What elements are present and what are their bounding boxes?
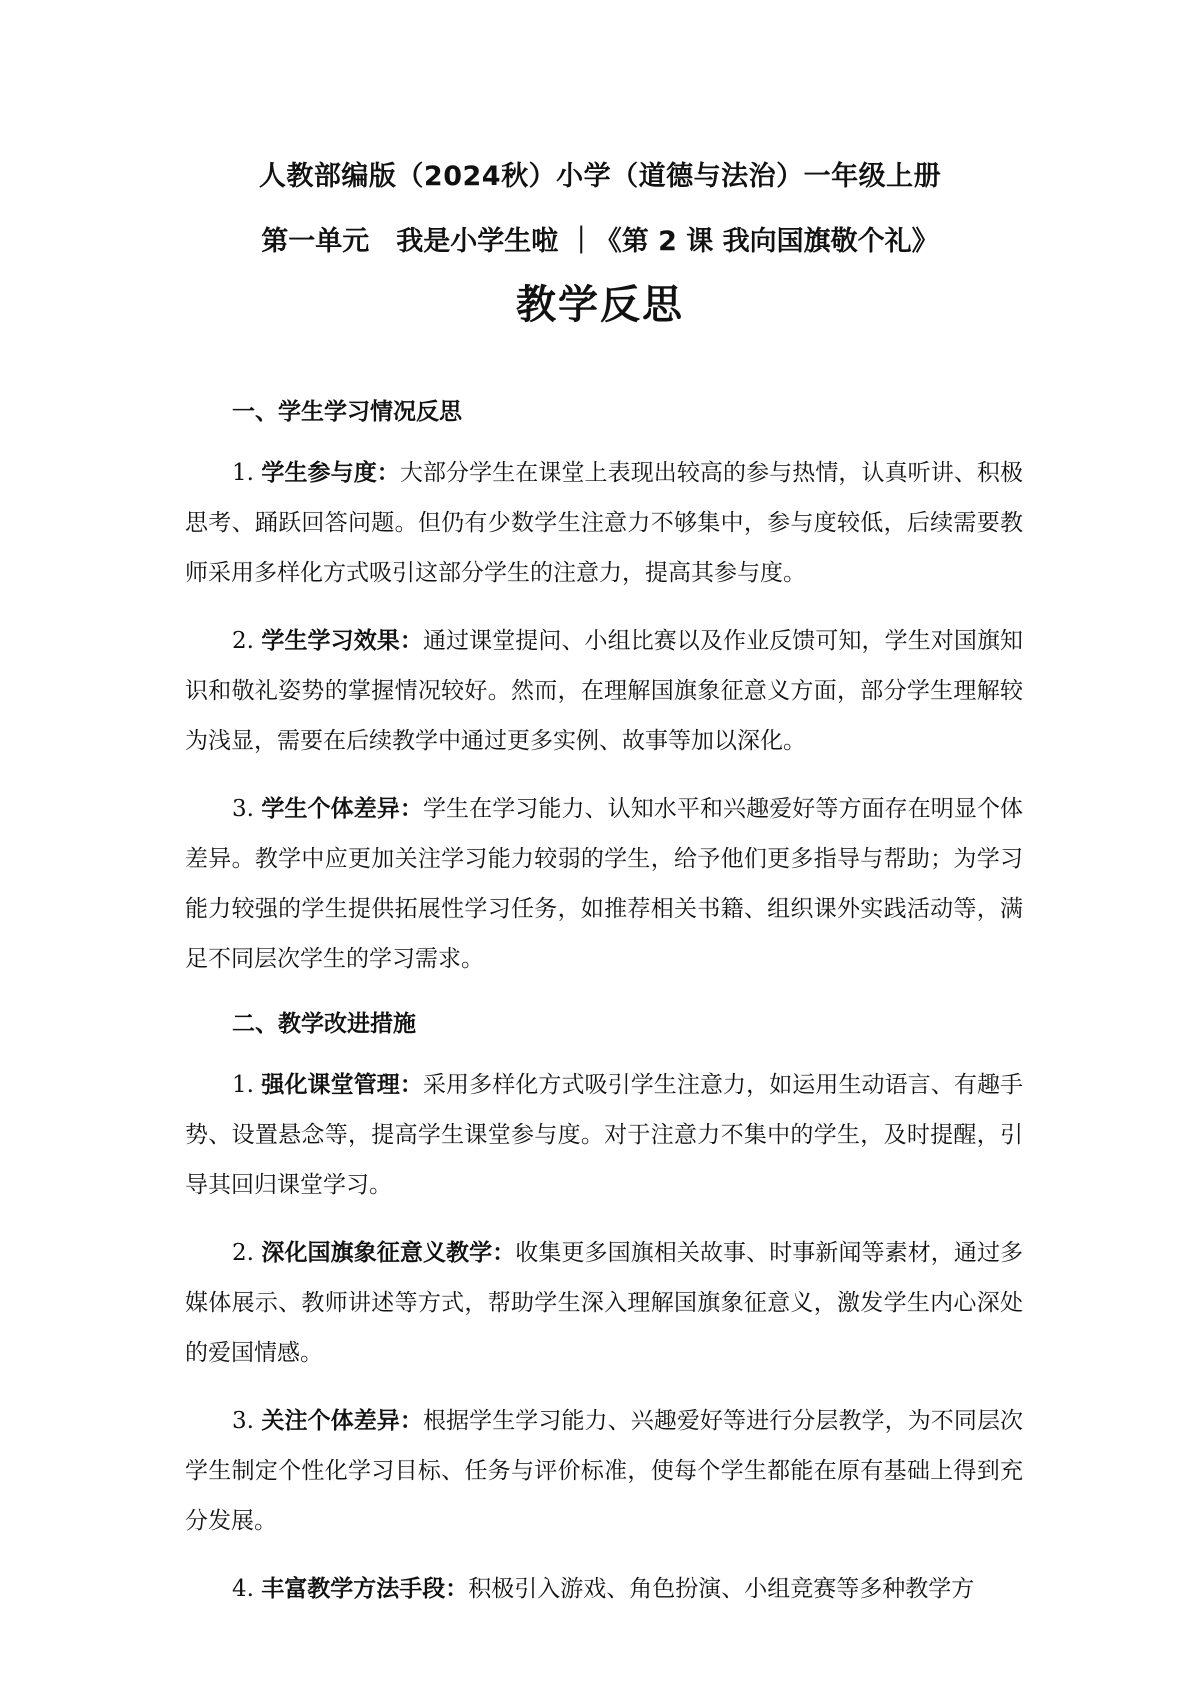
item-lead: 关注个体差异： xyxy=(261,1408,423,1434)
item-number: 1. xyxy=(232,1072,254,1098)
item-lead: 强化课堂管理： xyxy=(261,1072,423,1098)
item-text: 学生在学习能力、认知水平和兴趣爱好等方面存在明显个体差异。教学中应更加关注学习能力较弱的学生，给予他们更多指导与帮助；为学习能力较强的学生提供拓展性学习任务，如推荐相关书籍、组织课外实践活动等，满足不同层次学生的学习需求。 xyxy=(185,796,1024,972)
item-number: 3. xyxy=(232,1408,254,1434)
item-text: 收集更多国旗相关故事、时事新闻等素材，通过多媒体展示、教师讲述等方式，帮助学生深入理解国旗象征意义，激发学生内心深处的爱国情感。 xyxy=(185,1240,1024,1366)
document-body xyxy=(185,390,1023,1614)
section-heading: 二、教学改进措施 xyxy=(232,1011,416,1037)
item-text: 大部分学生在课堂上表现出较高的参与热情，认真听讲、积极思考、踊跃回答问题。但仍有少数学生注意力不够集中，参与度较低，后续需要教师采用多样化方式吸引这部分学生的注意力，提高其参与度。 xyxy=(185,460,1024,586)
section-student-learning xyxy=(185,390,1023,1002)
item-lead: 丰富教学方法手段： xyxy=(261,1576,469,1602)
list-item xyxy=(185,1228,1023,1378)
item-number: 1. xyxy=(232,460,254,486)
list-item xyxy=(185,448,1023,598)
document-title: 教学反思 xyxy=(516,282,684,328)
item-text: 通过课堂提问、小组比赛以及作业反馈可知，学生对国旗知识和敬礼姿势的掌握情况较好。然而，在理解国旗象征意义方面，部分学生理解较为浅显，需要在后续教学中通过更多实例、故事等加以深化。 xyxy=(185,628,1024,754)
item-lead: 深化国旗象征意义教学： xyxy=(261,1240,516,1266)
sub-heading: 第一单元 我是小学生啦 ｜《第 2 课 我向国旗敬个礼》 xyxy=(261,226,939,257)
item-number: 4. xyxy=(232,1576,254,1602)
section-heading: 一、学生学习情况反思 xyxy=(232,399,462,425)
list-item xyxy=(185,1396,1023,1546)
section-teaching-improvement xyxy=(185,1002,1023,1614)
item-text: 根据学生学习能力、兴趣爱好等进行分层教学，为不同层次学生制定个性化学习目标、任务与评价标准，使每个学生都能在原有基础上得到充分发展。 xyxy=(185,1408,1024,1534)
item-text: 积极引入游戏、角色扮演、小组竞赛等多种教学方 xyxy=(468,1576,975,1602)
list-item xyxy=(185,784,1023,984)
item-number: 3. xyxy=(232,796,254,822)
item-lead: 学生学习效果： xyxy=(261,628,423,654)
item-number: 2. xyxy=(232,628,254,654)
item-lead: 学生个体差异： xyxy=(261,796,423,822)
item-lead: 学生参与度： xyxy=(261,460,400,486)
list-item xyxy=(185,1564,1023,1614)
list-item xyxy=(185,616,1023,766)
main-heading: 人教部编版（2024秋）小学（道德与法治）一年级上册 xyxy=(258,161,942,192)
list-item xyxy=(185,1060,1023,1210)
item-text: 采用多样化方式吸引学生注意力，如运用生动语言、有趣手势、设置悬念等，提高学生课堂参与度。对于注意力不集中的学生，及时提醒，引导其回归课堂学习。 xyxy=(185,1072,1024,1198)
item-number: 2. xyxy=(232,1240,254,1266)
